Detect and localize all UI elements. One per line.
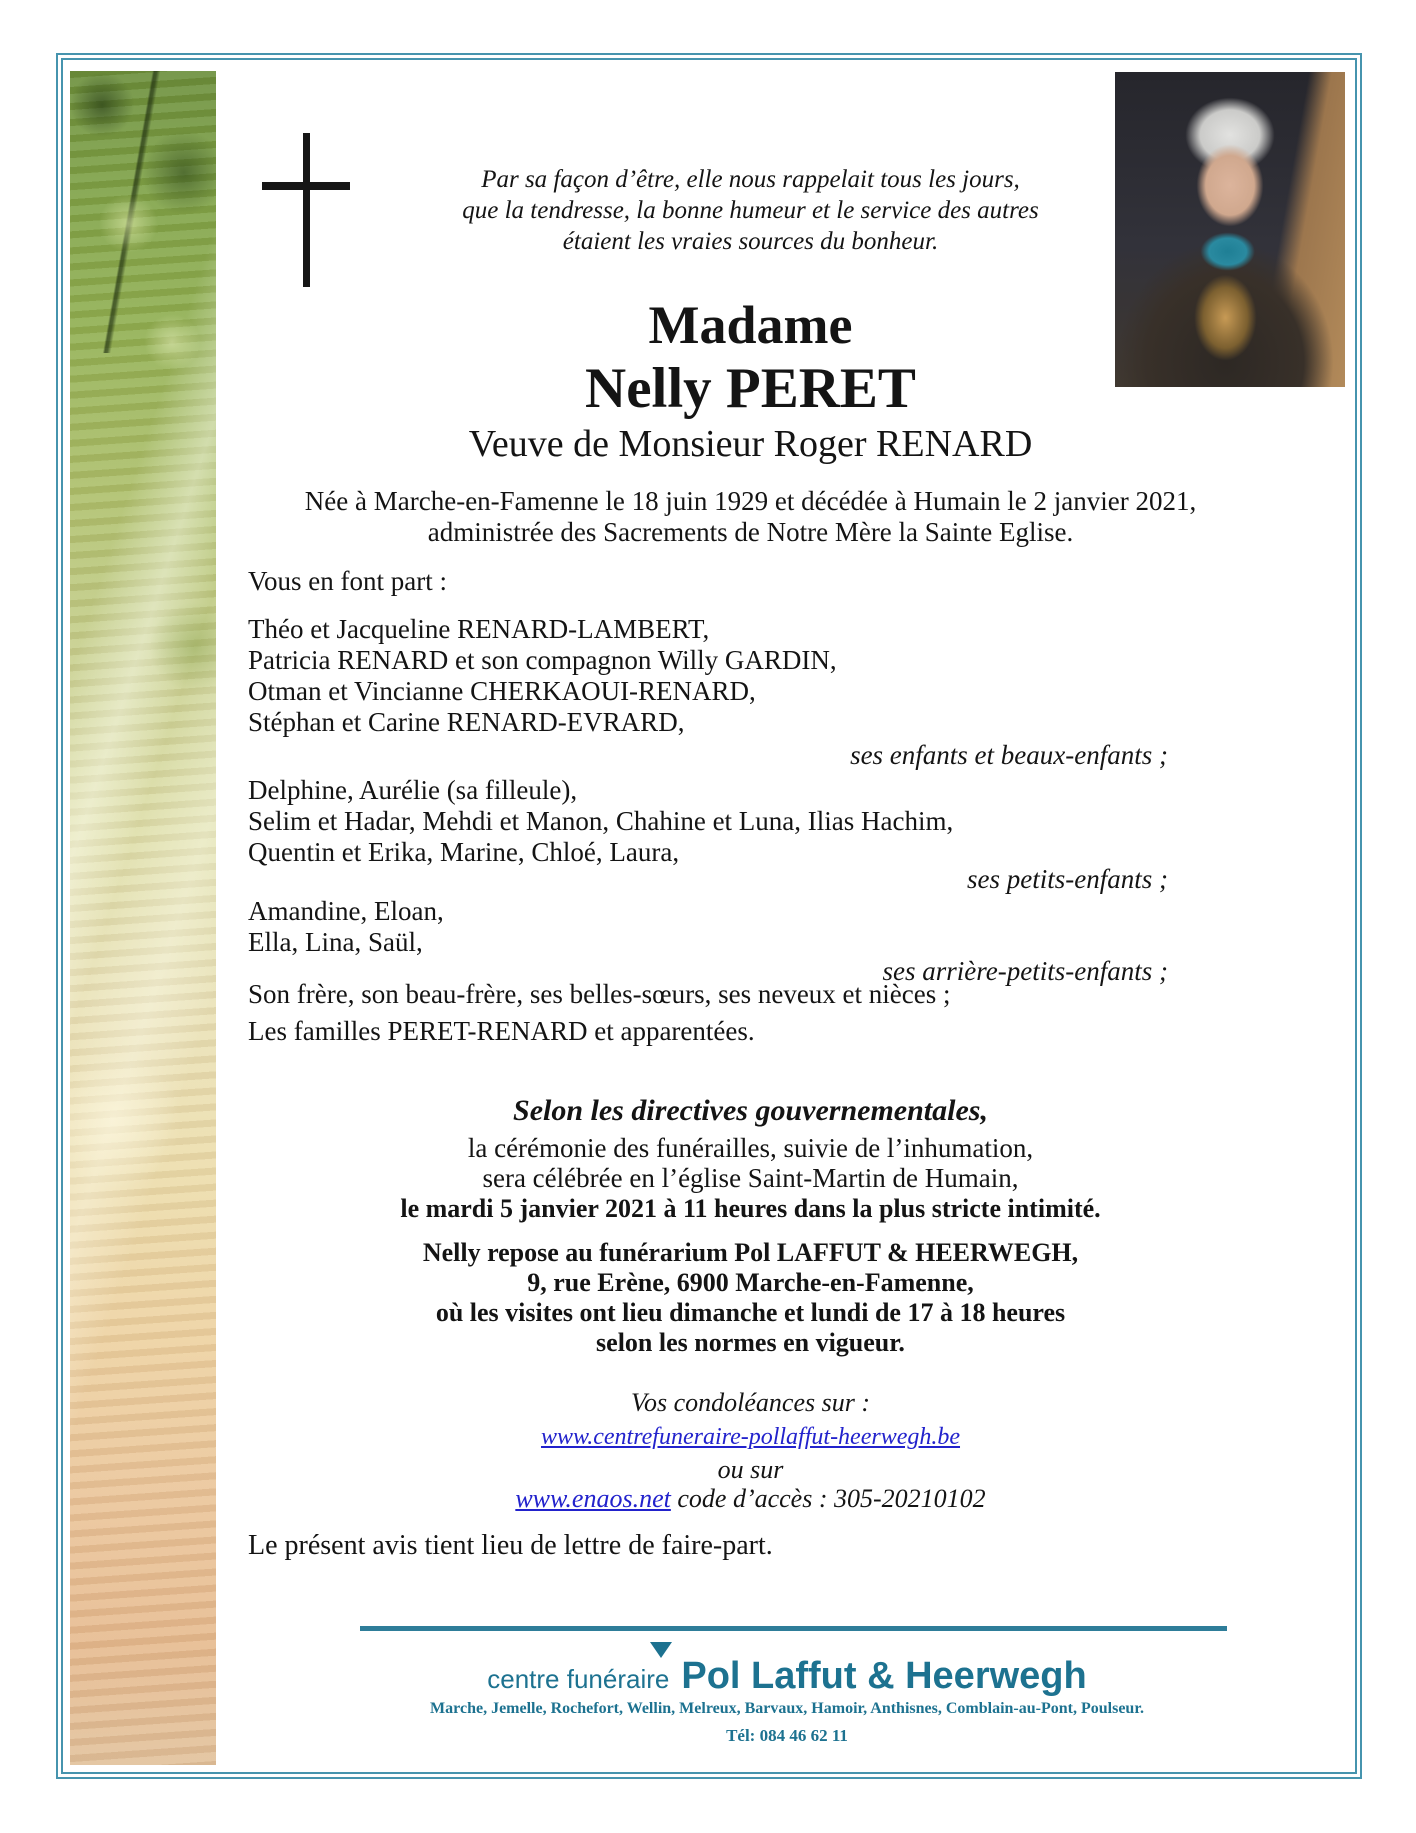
- children-caption: ses enfants et beaux-enfants ;: [850, 740, 1168, 770]
- enaos-line: [218, 1484, 1283, 1514]
- child-line: Théo et Jacqueline RENARD-LAMBERT,: [248, 614, 710, 644]
- deceased-name: Nelly PERET: [585, 357, 916, 420]
- child-line: Stéphan et Carine RENARD-EVRARD,: [248, 707, 685, 737]
- condolences-label: Vos condoléances sur :: [630, 1388, 870, 1417]
- great-grandchild-line: Ella, Lina, Saül,: [248, 927, 423, 957]
- footer-divider: [360, 1626, 1227, 1631]
- child-line: Patricia RENARD et son compagnon Willy GARDIN,: [248, 645, 837, 675]
- brand-prefix: centre funéraire: [487, 1664, 670, 1694]
- footer-phone: Tél: 084 46 62 11: [726, 1726, 848, 1745]
- widow-of-line: Veuve de Monsieur Roger RENARD: [468, 423, 1033, 465]
- repose-line-3: où les visites ont lieu dimanche et lundi de 17 à 18 heures: [435, 1298, 1066, 1327]
- quote-line-3: étaient les vraies sources du bonheur.: [562, 228, 939, 255]
- birth-death-line-2: administrée des Sacrements de Notre Mère la Sainte Eglise.: [427, 517, 1074, 547]
- directive-heading: Selon les directives gouvernementales,: [513, 1094, 988, 1127]
- funeral-home-logo: [218, 1655, 1356, 1698]
- grandchild-line: Quentin et Erika, Marine, Chloé, Laura,: [248, 837, 680, 867]
- grandchild-line: Delphine, Aurélie (sa filleule),: [248, 775, 578, 805]
- access-code: code d’accès : 305-20210102: [670, 1484, 986, 1513]
- ceremony-line-2: sera célébrée en l’église Saint-Martin de Humain,: [482, 1163, 1019, 1193]
- ceremony-line-1: la cérémonie des funérailles, suivie de l’inhumation,: [467, 1133, 1034, 1163]
- birth-death-line-1: Née à Marche-en-Famenne le 18 juin 1929 et décédée à Humain le 2 janvier 2021,: [304, 486, 1197, 516]
- child-line: Otman et Vincianne CHERKAOUI-RENARD,: [248, 676, 756, 706]
- quote-line-1: Par sa façon d’être, elle nous rappelait tous les jours,: [481, 166, 1020, 193]
- deceased-title: Madame: [648, 295, 853, 355]
- great-grandchild-line: Amandine, Eloan,: [248, 896, 444, 926]
- families-line: Les familles PERET-RENARD et apparentées.: [248, 1016, 755, 1046]
- grandchild-line: Selim et Hadar, Mehdi et Manon, Chahine et Luna, Ilias Hachim,: [248, 806, 954, 836]
- announcement-intro: Vous en font part :: [248, 566, 447, 596]
- repose-line-2: 9, rue Erène, 6900 Marche-en-Famenne,: [527, 1268, 974, 1297]
- notice-line: Le présent avis tient lieu de lettre de faire-part.: [248, 1530, 773, 1561]
- quote-line-2: que la tendresse, la bonne humeur et le service des autres: [462, 197, 1039, 224]
- enaos-link[interactable]: www.enaos.net: [515, 1484, 671, 1513]
- brand-name: Pol Laffut & Heerwegh: [681, 1655, 1087, 1697]
- siblings-line: Son frère, son beau-frère, ses belles-sœurs, ses neveux et nièces ;: [248, 979, 951, 1009]
- forest-path-photo: [70, 71, 216, 1765]
- or-text: ou sur: [717, 1455, 784, 1484]
- ceremony-line-3: le mardi 5 janvier 2021 à 11 heures dans la plus stricte intimité.: [400, 1194, 1101, 1223]
- repose-line-1: Nelly repose au funérarium Pol LAFFUT & HEERWEGH,: [422, 1238, 1079, 1267]
- footer-locations: Marche, Jemelle, Rochefort, Wellin, Melreux, Barvaux, Hamoir, Anthisnes, Comblain-au-Pont, Poulseur.: [430, 1700, 1144, 1717]
- condolences-link[interactable]: www.centrefuneraire-pollaffut-heerwegh.be: [540, 1424, 961, 1450]
- repose-line-4: selon les normes en vigueur.: [596, 1328, 905, 1357]
- grandchildren-caption: ses petits-enfants ;: [967, 864, 1168, 894]
- great-grandchildren-caption: ses arrière-petits-enfants ;: [882, 956, 1168, 986]
- obituary-content: [218, 0, 1283, 1833]
